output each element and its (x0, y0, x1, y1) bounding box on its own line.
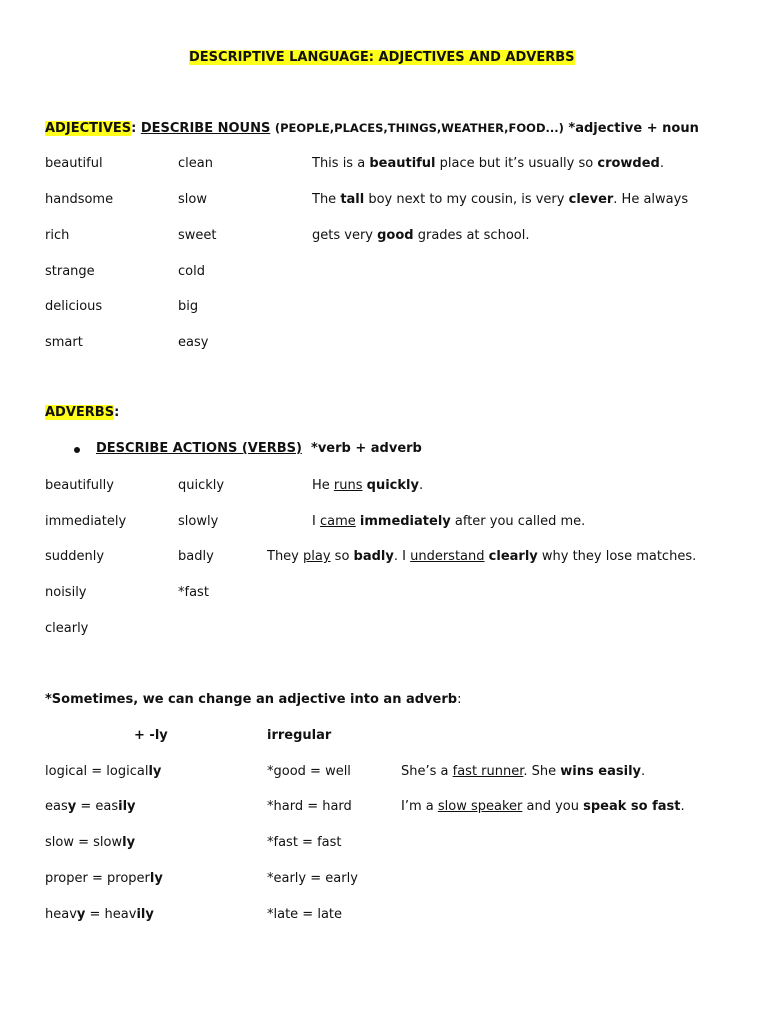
adjective-word: sweet (178, 228, 217, 243)
adjective-word: beautiful (45, 156, 103, 171)
describe-actions: DESCRIBE ACTIONS (VERBS) (96, 441, 302, 456)
adverb-example-3: They play so badly. I understand clearly why they lose matches. (267, 549, 697, 564)
adjective-word: cold (178, 264, 205, 279)
ly-row: easy = easily (45, 799, 136, 814)
adverb-example-2: I came immediately after you called me. (312, 514, 586, 529)
adjectives-heading: ADJECTIVES: DESCRIBE NOUNS (PEOPLE,PLACES,THINGS,WEATHER,FOOD...) *adjective + noun (45, 121, 699, 136)
adverbs-label: ADVERBS (45, 405, 115, 420)
adjective-word: delicious (45, 299, 103, 314)
adjectives-label: ADJECTIVES (45, 121, 132, 136)
ly-row: slow = slowly (45, 835, 136, 850)
adjective-word: easy (178, 335, 209, 350)
adjective-example-2: The tall boy next to my cousin, is very clever. He always (312, 192, 689, 207)
irregular-column-header: irregular (267, 728, 332, 743)
adverb-word: suddenly (45, 549, 105, 564)
irregular-example-2: I’m a slow speaker and you speak so fast. (401, 799, 685, 814)
bullet-icon (74, 447, 80, 453)
ly-row: logical = logically (45, 764, 162, 779)
ly-column-header: + -ly (134, 728, 168, 743)
adverb-word: immediately (45, 514, 127, 529)
describe-actions-line (96, 440, 422, 458)
adverb-word: beautifully (45, 478, 114, 493)
adjective-example-3: gets very good grades at school. (312, 228, 530, 243)
page-title: DESCRIPTIVE LANGUAGE: ADJECTIVES AND ADVERBS (189, 50, 575, 65)
adverbs-heading: ADVERBS: (45, 405, 120, 420)
adverb-word: slowly (178, 514, 219, 529)
irregular-row: *good = well (267, 764, 351, 779)
ly-row: proper = properly (45, 871, 163, 886)
adverb-word: noisily (45, 585, 87, 600)
irregular-row: *early = early (267, 871, 358, 886)
ly-row: heavy = heavily (45, 907, 154, 922)
irregular-row: *fast = fast (267, 835, 342, 850)
describe-nouns: DESCRIBE NOUNS (140, 121, 271, 136)
adverb-word: clearly (45, 621, 89, 636)
adjective-word: strange (45, 264, 95, 279)
adjective-word: slow (178, 192, 207, 207)
adjective-example-1: This is a beautiful place but it’s usually so crowded. (312, 156, 664, 171)
noun-categories: (PEOPLE,PLACES,THINGS,WEATHER,FOOD...) (274, 121, 564, 135)
adjective-formula: *adjective + noun (568, 121, 699, 136)
adverb-example-1: He runs quickly. (312, 478, 424, 493)
irregular-row: *hard = hard (267, 799, 352, 814)
irregular-row: *late = late (267, 907, 343, 922)
adjective-word: clean (178, 156, 213, 171)
adjective-word: big (178, 299, 199, 314)
adjective-word: rich (45, 228, 70, 243)
adverb-word: quickly (178, 478, 225, 493)
adverb-word: *fast (178, 585, 209, 600)
adjective-word: smart (45, 335, 83, 350)
change-heading: *Sometimes, we can change an adjective into an adverb: (45, 692, 462, 707)
adjective-word: handsome (45, 192, 114, 207)
irregular-example-1: She’s a fast runner. She wins easily. (401, 764, 646, 779)
adverb-word: badly (178, 549, 214, 564)
adverb-formula: *verb + adverb (311, 441, 422, 456)
